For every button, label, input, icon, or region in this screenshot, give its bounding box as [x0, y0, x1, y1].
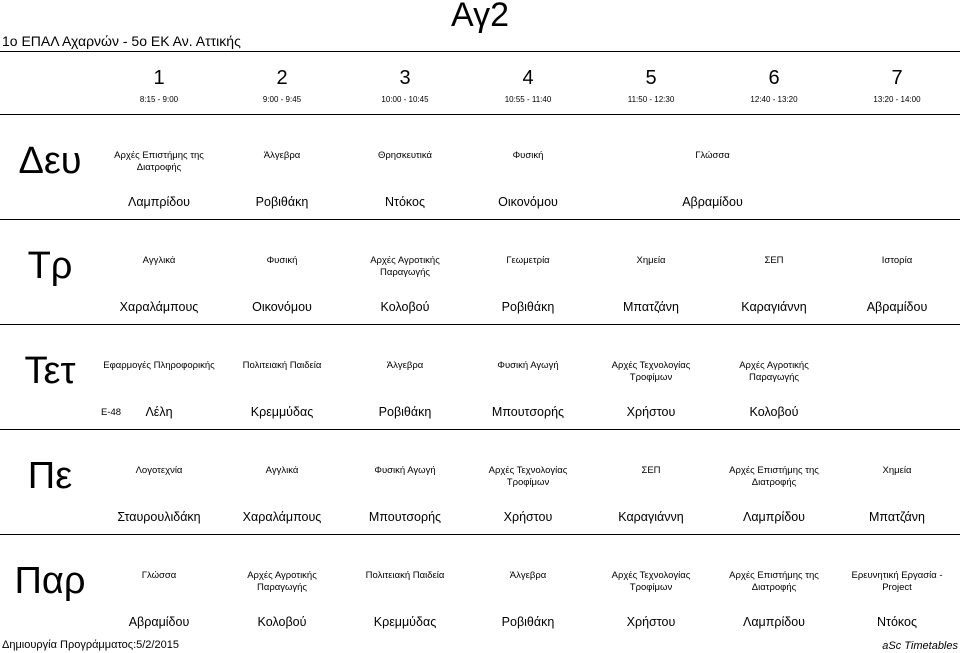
period-col: [715, 64, 833, 106]
lesson-teacher: Καραγιάννη: [741, 300, 807, 314]
period-number: 4: [522, 67, 534, 89]
lesson-teacher: Καραγιάννη: [618, 510, 684, 524]
class-title: Αγ2: [451, 0, 509, 34]
day-label: Τρ: [27, 245, 73, 287]
lesson-teacher: Αβραμίδου: [128, 615, 190, 629]
lesson-teacher: Ντόκος: [385, 195, 425, 209]
period-col: [100, 64, 218, 106]
lesson-subject: ΣΕΠ: [641, 465, 661, 476]
lesson-teacher: Σταυρουλιδάκη: [117, 510, 201, 524]
period-time: 11:50 - 12:30: [627, 95, 675, 104]
period-time: 10:55 - 11:40: [504, 95, 552, 104]
lesson-subject: Αρχές Αγροτικής Παραγωγής: [247, 570, 317, 593]
lesson-teacher: Οικονόμου: [498, 195, 558, 209]
lesson-subject: Ιστορία: [881, 255, 913, 266]
lesson-room: Ε-48: [101, 407, 122, 418]
lesson-teacher: Οικονόμου: [252, 300, 312, 314]
lesson-teacher: Κρεμμύδας: [373, 615, 437, 629]
period-col: [592, 64, 710, 106]
lesson-subject: Εφαρμογές Πληροφορικής: [103, 360, 215, 371]
lesson-teacher: Χρήστου: [626, 405, 676, 419]
lesson-subject: Αρχές Τεχνολογίας Τροφίμων: [488, 465, 568, 488]
lesson-teacher: Λαμπρίδου: [742, 510, 806, 524]
day-label: Παρ: [14, 560, 86, 602]
lesson-subject: Λογοτεχνία: [135, 465, 183, 476]
row-divider: [0, 219, 960, 220]
lesson-teacher: Λέλη: [145, 405, 173, 419]
lesson-subject: Άλγεβρα: [509, 570, 547, 581]
lesson-subject: Χημεία: [882, 465, 912, 476]
period-number: 1: [153, 67, 165, 89]
lesson-subject: Αρχές Τεχνολογίας Τροφίμων: [611, 570, 691, 593]
lesson-teacher: Κολοβού: [380, 300, 430, 314]
day-label: Δευ: [18, 140, 82, 182]
lesson-subject: Αρχές Επιστήμης της Διατροφής: [729, 465, 819, 488]
period-number: 6: [768, 67, 780, 89]
lesson-teacher: Κρεμμύδας: [250, 405, 314, 419]
lesson-teacher: Λαμπρίδου: [742, 615, 806, 629]
lesson-teacher: Ροβιθάκη: [501, 300, 555, 314]
lesson-subject: Αρχές Επιστήμης της Διατροφής: [114, 150, 204, 173]
lesson-teacher: Ροβιθάκη: [255, 195, 309, 209]
period-time: 10:00 - 10:45: [381, 95, 429, 104]
lesson-subject: Αρχές Αγροτικής Παραγωγής: [739, 360, 809, 383]
period-col: [346, 64, 464, 106]
lesson-subject: Πολιτειακή Παιδεία: [365, 570, 445, 581]
day-label: Τετ: [24, 350, 76, 392]
lesson-subject: Ερευνητική Εργασία - Project: [851, 570, 943, 593]
lesson-teacher: Αβραμίδου: [866, 300, 928, 314]
lesson-subject: Φυσική: [266, 255, 298, 266]
lesson-subject: Φυσική Αγωγή: [374, 465, 436, 476]
lesson-subject: Αρχές Αγροτικής Παραγωγής: [370, 255, 440, 278]
lesson-subject: Αρχές Τεχνολογίας Τροφίμων: [611, 360, 691, 383]
lesson-teacher: Χαραλάμπους: [242, 510, 322, 524]
lesson-teacher: Μπατζάνη: [869, 510, 925, 524]
lesson-teacher: Χρήστου: [626, 615, 676, 629]
row-divider: [0, 534, 960, 535]
lesson-subject: ΣΕΠ: [764, 255, 784, 266]
row-divider: [0, 324, 960, 325]
lesson-subject: Χημεία: [636, 255, 666, 266]
lesson-subject: Θρησκευτικά: [377, 150, 433, 161]
period-number: 2: [276, 67, 288, 89]
lesson-subject: Γλώσσα: [141, 570, 177, 581]
period-time: 9:00 - 9:45: [262, 95, 302, 104]
lesson-subject: Φυσική: [512, 150, 544, 161]
row-divider: [0, 114, 960, 115]
lesson-subject: Γεωμετρία: [506, 255, 550, 266]
created-date: Δημιουργία Προγράμματος:5/2/2015: [2, 639, 179, 651]
lesson-subject: Άλγεβρα: [386, 360, 424, 371]
lesson-subject: Άλγεβρα: [263, 150, 301, 161]
lesson-teacher: Χρήστου: [503, 510, 553, 524]
lesson-subject: Αγγλικά: [142, 255, 176, 266]
lesson-teacher: Μπατζάνη: [623, 300, 679, 314]
lesson-teacher: Αβραμίδου: [682, 195, 743, 209]
software-credit: aSc Timetables: [882, 640, 958, 652]
lesson-subject: Γλώσσα: [695, 150, 730, 161]
period-col: [838, 64, 956, 106]
lesson-subject: Αρχές Επιστήμης της Διατροφής: [729, 570, 819, 593]
lesson-subject: Αγγλικά: [265, 465, 299, 476]
period-time: 8:15 - 9:00: [139, 95, 179, 104]
lesson-teacher: Ροβιθάκη: [501, 615, 555, 629]
school-name: 1ο ΕΠΑΛ Αχαρνών - 5ο ΕΚ Αν. Αττικής: [2, 33, 241, 49]
lesson-subject: Πολιτειακή Παιδεία: [242, 360, 322, 371]
lesson-teacher: Μπουτσορής: [368, 510, 442, 524]
period-time: 13:20 - 14:00: [873, 95, 921, 104]
lesson-teacher: Μπουτσορής: [491, 405, 565, 419]
period-number: 5: [645, 67, 657, 89]
header-divider: [0, 51, 960, 52]
lesson-subject: Φυσική Αγωγή: [497, 360, 559, 371]
lesson-teacher: Ντόκος: [877, 615, 917, 629]
period-time: 12:40 - 13:20: [750, 95, 798, 104]
lesson-teacher: Χαραλάμπους: [119, 300, 199, 314]
lesson-teacher: Ροβιθάκη: [378, 405, 432, 419]
lesson-teacher: Λαμπρίδου: [127, 195, 191, 209]
period-number: 7: [891, 67, 903, 89]
period-number: 3: [399, 67, 411, 89]
period-header: [0, 64, 960, 112]
period-col: [469, 64, 587, 106]
lesson-teacher: Κολοβού: [257, 615, 307, 629]
day-label: Πε: [27, 455, 73, 497]
row-divider: [0, 429, 960, 430]
period-col: [223, 64, 341, 106]
lesson-teacher: Κολοβού: [749, 405, 799, 419]
